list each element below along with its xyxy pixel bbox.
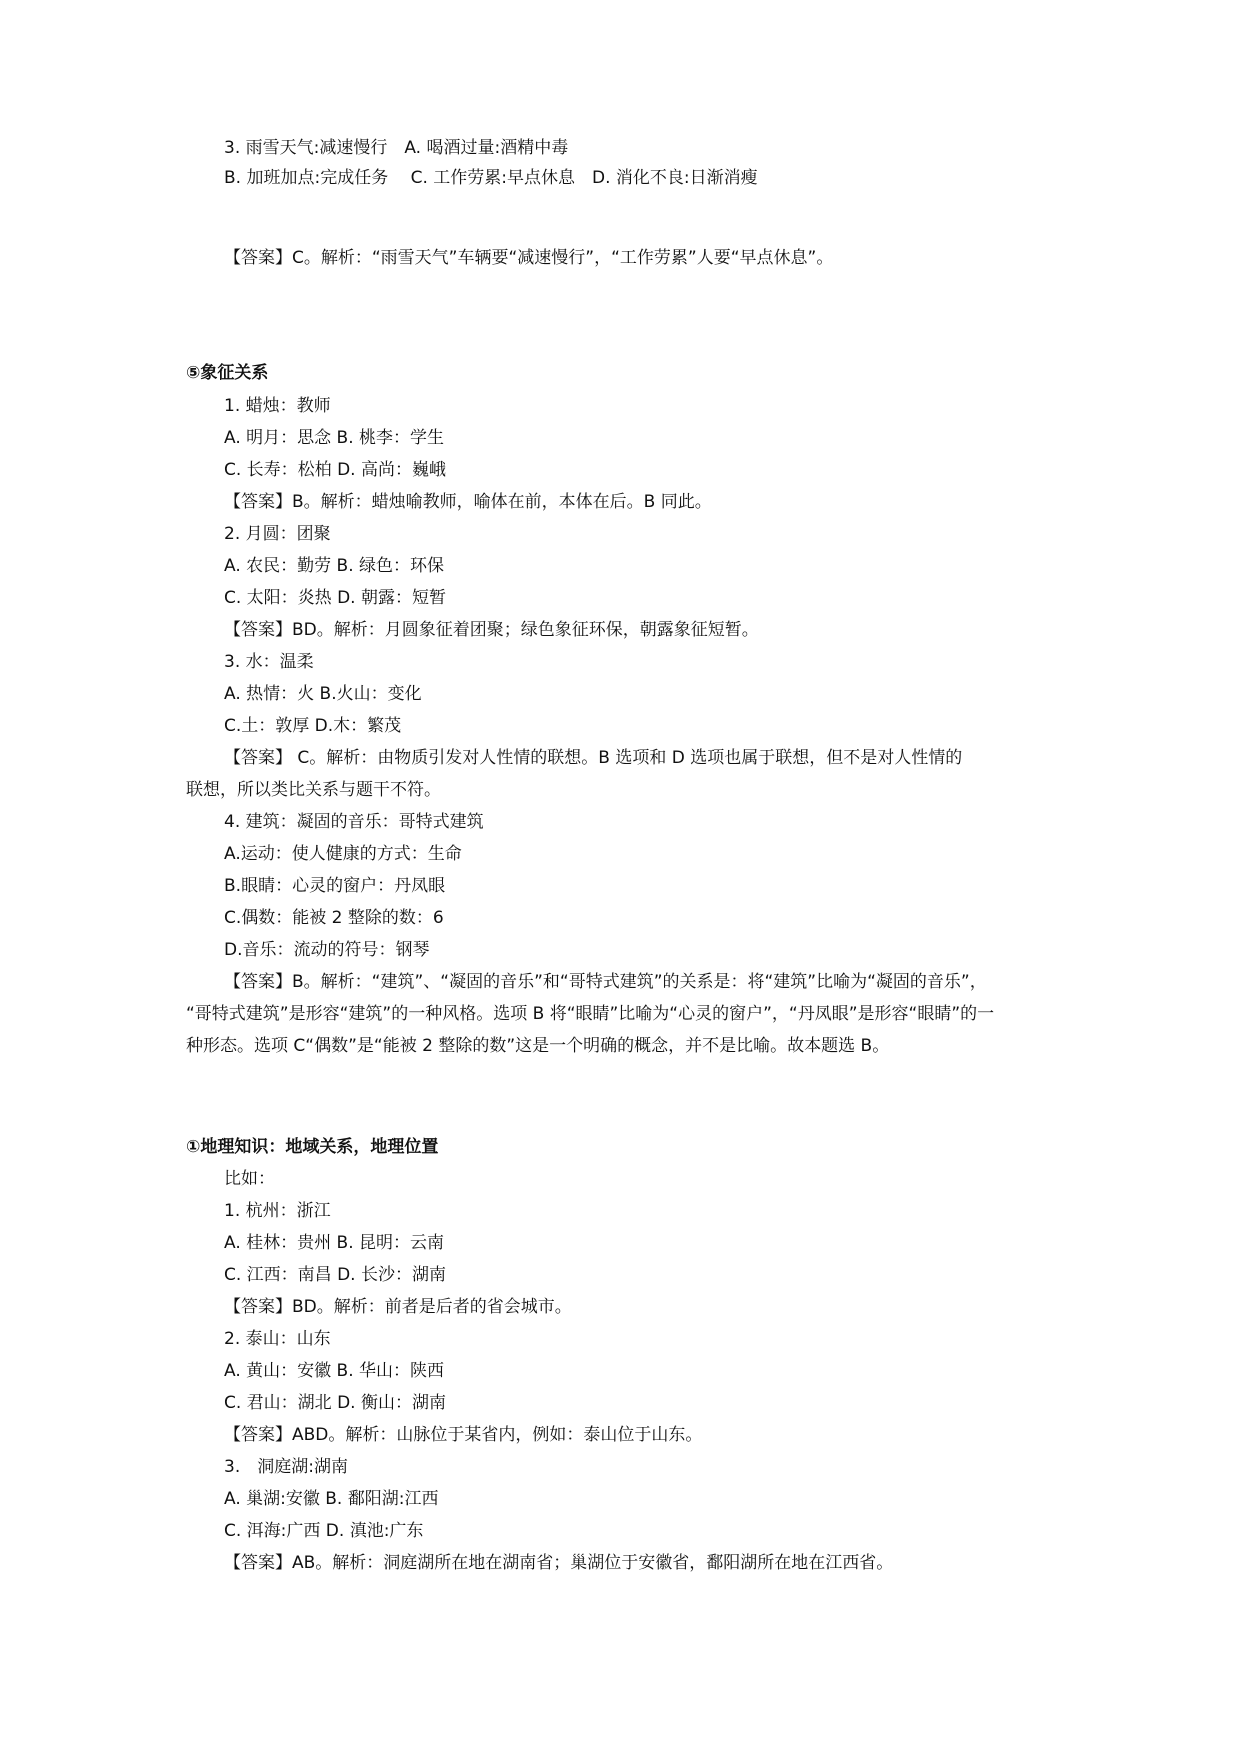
answer-text: “哥特式建筑”是形容“建筑”的一种风格。选项 B 将“眼睛”比喻为“心灵的窗户”，“丹凤眼”是形容“眼睛”的一 — [186, 1004, 995, 1024]
answer-text: 【答案】 C。解析：由物质引发对人性情的联想。B 选项和 D 选项也属于联想，但不是对人性情的 — [224, 748, 963, 768]
options-text: D.音乐：流动的符号：钢琴 — [224, 940, 430, 960]
options-text: A. 热情：火 B.火山：变化 — [224, 684, 422, 704]
answer-text: 【答案】BD。解析：月圆象征着团聚；绿色象征环保，朝露象征短暂。 — [224, 620, 759, 640]
question-text: 2. 月圆：团聚 — [224, 524, 331, 544]
intro-text: 比如： — [224, 1169, 275, 1189]
options-text: A. 桂林：贵州 B. 昆明：云南 — [224, 1233, 445, 1253]
question-text: 3. 雨雪天气:减速慢行 A. 喝酒过量:酒精中毒 — [224, 138, 569, 158]
answer-text: 种形态。选项 C“偶数”是“能被 2 整除的数”这是一个明确的概念，并不是比喻。故本题选 B。 — [186, 1036, 890, 1056]
question-text: 2. 泰山：山东 — [224, 1329, 331, 1349]
options-text: A. 农民：勤劳 B. 绿色：环保 — [224, 556, 445, 576]
answer-text: 【答案】C。解析：“雨雪天气”车辆要“减速慢行”，“工作劳累”人要“早点休息”。 — [224, 248, 834, 268]
options-text: C. 长寿：松柏 D. 高尚：巍峨 — [224, 460, 446, 480]
question-text: 3. 洞庭湖:湖南 — [224, 1457, 348, 1477]
question-text: 1. 蜡烛：教师 — [224, 396, 331, 416]
question-text: 3. 水：温柔 — [224, 652, 314, 672]
question-text: 4. 建筑：凝固的音乐：哥特式建筑 — [224, 812, 484, 832]
options-text: B. 加班加点:完成任务 C. 工作劳累:早点休息 D. 消化不良:日渐消瘦 — [224, 168, 758, 188]
options-text: A. 黄山：安徽 B. 华山：陕西 — [224, 1361, 445, 1381]
options-text: B.眼睛：心灵的窗户：丹凤眼 — [224, 876, 446, 896]
options-text: A. 明月：思念 B. 桃李：学生 — [224, 428, 445, 448]
answer-text: 联想，所以类比关系与题干不符。 — [186, 780, 441, 800]
section-heading: ①地理知识：地域关系，地理位置 — [186, 1137, 439, 1157]
section-heading: ⑤象征关系 — [186, 363, 269, 383]
question-text: 1. 杭州：浙江 — [224, 1201, 331, 1221]
options-text: C.土：敦厚 D.木：繁茂 — [224, 716, 402, 736]
options-text: A. 巢湖:安徽 B. 鄱阳湖:江西 — [224, 1489, 439, 1509]
options-text: C. 洱海:广西 D. 滇池:广东 — [224, 1521, 424, 1541]
options-text: C. 江西：南昌 D. 长沙：湖南 — [224, 1265, 446, 1285]
answer-text: 【答案】BD。解析：前者是后者的省会城市。 — [224, 1297, 572, 1317]
options-text: C. 太阳：炎热 D. 朝露：短暂 — [224, 588, 446, 608]
answer-text: 【答案】B。解析：“建筑”、“凝固的音乐”和“哥特式建筑”的关系是：将“建筑”比喻为“凝固的音乐”， — [224, 972, 987, 992]
answer-text: 【答案】B。解析：蜡烛喻教师，喻体在前，本体在后。B 同此。 — [224, 492, 712, 512]
answer-text: 【答案】ABD。解析：山脉位于某省内，例如：泰山位于山东。 — [224, 1425, 703, 1445]
options-text: C.偶数：能被 2 整除的数：6 — [224, 908, 444, 928]
answer-text: 【答案】AB。解析：洞庭湖所在地在湖南省；巢湖位于安徽省，鄱阳湖所在地在江西省。 — [224, 1553, 894, 1573]
options-text: A.运动：使人健康的方式：生命 — [224, 844, 462, 864]
options-text: C. 君山：湖北 D. 衡山：湖南 — [224, 1393, 446, 1413]
